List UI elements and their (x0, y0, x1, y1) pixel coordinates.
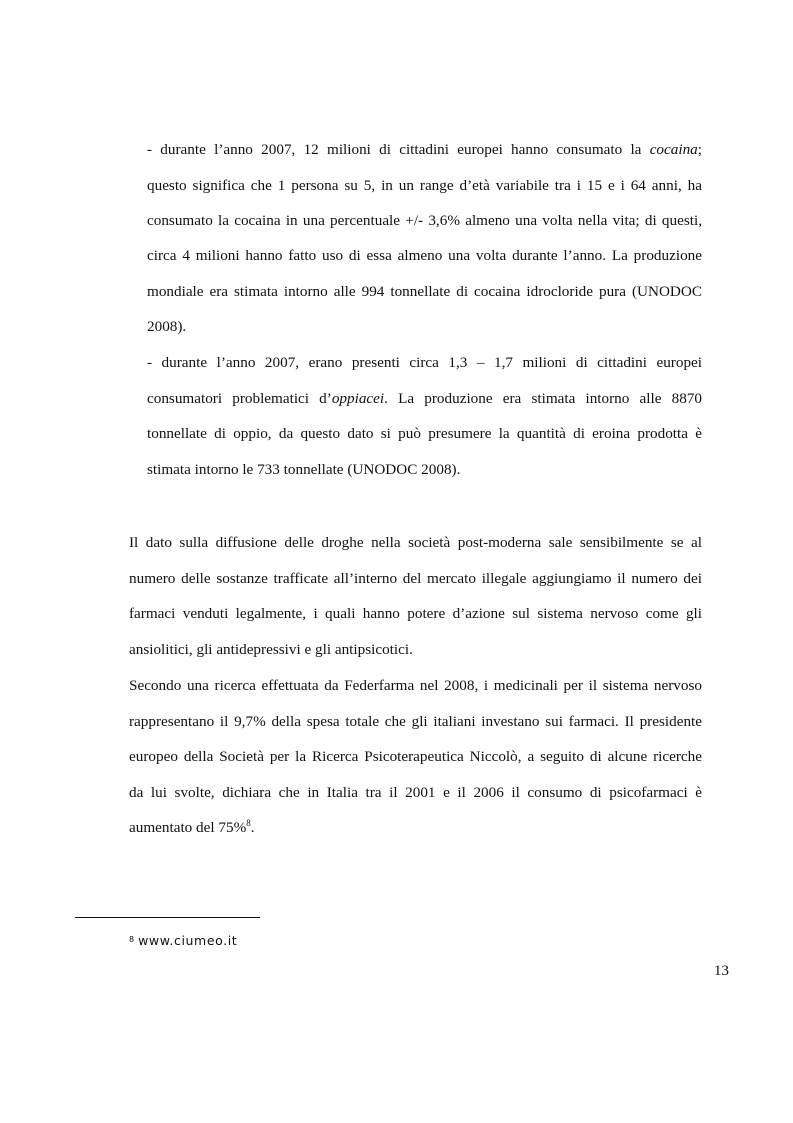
paragraph-2-line-1: Secondo una ricerca effettuata da Federfarma nel 2008, i medicinali per il sistema nervoso (129, 677, 702, 694)
bullet-cocaine-line-6: 2008). (147, 318, 187, 335)
bullet-cocaine-line-3: consumato la cocaina in una percentuale +/- 3,6% almeno una volta nella vita; di questi, (147, 212, 702, 229)
footnote (129, 931, 237, 950)
bullet-opiates-line-3: tonnellate di oppio, da questo dato si può presumere la quantità di eroina prodotta è (147, 425, 702, 442)
footnote-separator (75, 917, 260, 918)
bullet-opiates-line-4: stimata intorno le 733 tonnellate (UNODOC 2008). (147, 461, 461, 478)
footnote-marker: 8 (129, 935, 135, 944)
paragraph-2-line-5: aumentato del 75%$^8$. (129, 818, 255, 836)
paragraph-2-line-2: rappresentano il 9,7% della spesa totale che gli italiani investano sui farmaci. Il presidente (129, 713, 702, 730)
paragraph-1-line-1: Il dato sulla diffusione delle droghe nella società post-moderna sale sensibilmente se al (129, 534, 702, 551)
bullet-opiates-line-2: consumatori problematici d’oppiacei. La produzione era stimata intorno alle 8870 (147, 390, 702, 407)
paragraph-1-line-2: numero delle sostanze trafficate all’interno del mercato illegale aggiungiamo il numero dei (129, 570, 702, 587)
page-number: 13 (713, 962, 729, 979)
bullet-opiates-line-1: - durante l’anno 2007, erano presenti circa 1,3 – 1,7 milioni di cittadini europei (147, 354, 702, 371)
paragraph-2-line-4: da lui svolte, dichiara che in Italia tra il 2001 e il 2006 il consumo di psicofarmaci è (129, 784, 702, 801)
bullet-cocaine-line-5: mondiale era stimata intorno alle 994 tonnellate di cocaina idrocloride pura (UNODOC (147, 283, 702, 300)
bullet-cocaine-line-2: questo significa che 1 persona su 5, in un range d’età variabile tra i 15 e i 64 anni, ha (147, 177, 702, 194)
footnote-link[interactable]: www.ciumeo.it (138, 933, 238, 948)
paragraph-1-line-3: farmaci venduti legalmente, i quali hanno potere d’azione sul sistema nervoso come gli (129, 605, 702, 622)
term-cocaina: cocaina (649, 141, 698, 158)
paragraph-2-line-3: europeo della Società per la Ricerca Psicoterapeutica Niccolò, a seguito di alcune ricerche (129, 748, 702, 765)
paragraph-1-line-4: ansiolitici, gli antidepressivi e gli antipsicotici. (129, 641, 413, 658)
footnote-reference[interactable]: 8 (246, 818, 251, 828)
term-oppiacei: oppiacei (331, 390, 385, 407)
bullet-cocaine-line-1: - durante l’anno 2007, 12 milioni di cittadini europei hanno consumato la cocaina; (147, 141, 702, 158)
bullet-cocaine-line-4: circa 4 milioni hanno fatto uso di essa almeno una volta durante l’anno. La produzione (147, 247, 702, 264)
